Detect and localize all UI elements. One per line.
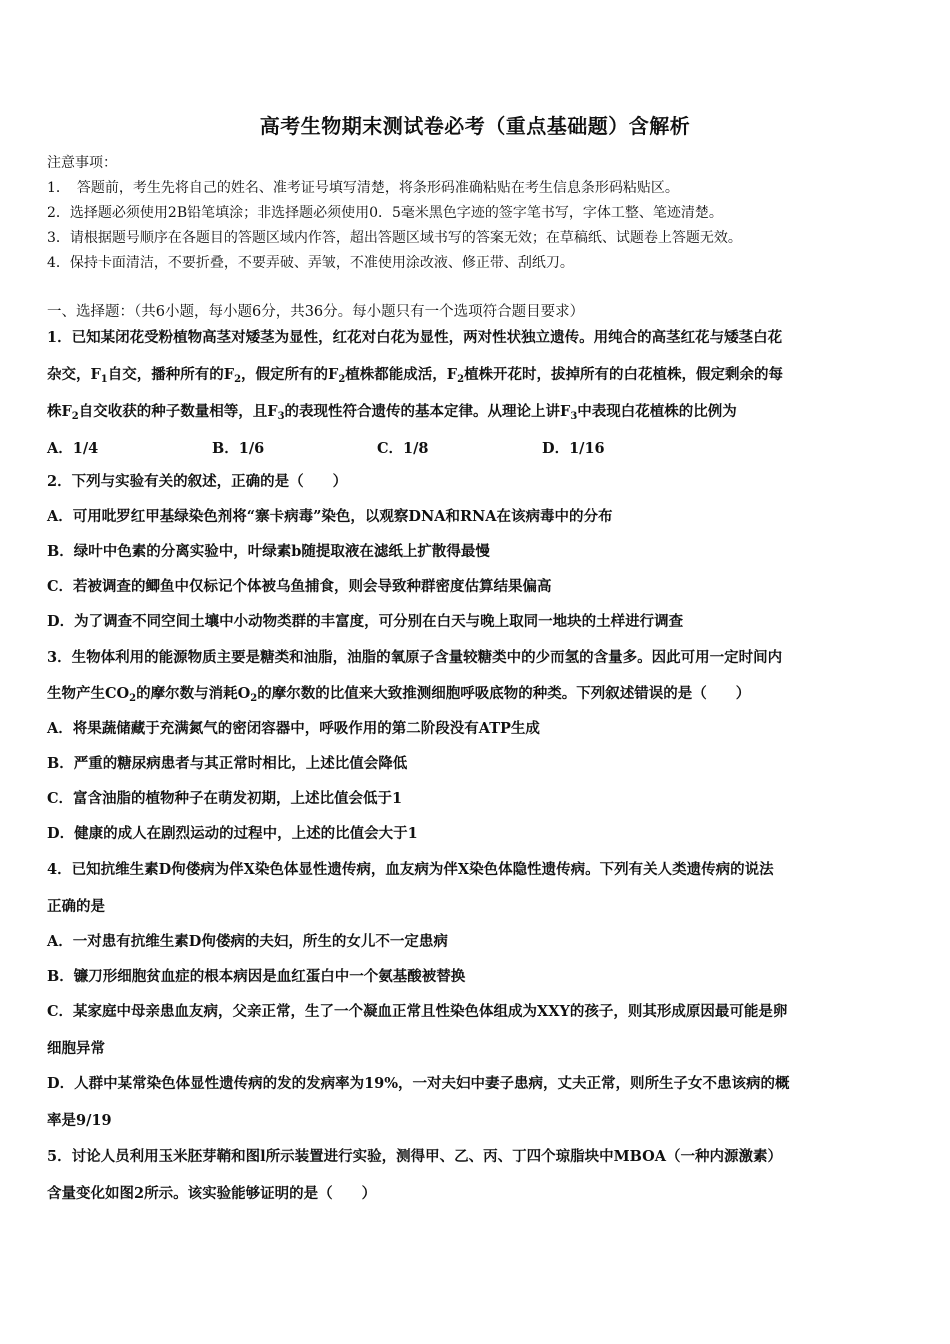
q1-line-2: 杂交，$F_1$自交，播种所有的$F_2$，假定所有的$F_2$植株都能成活，$F_2$植株开花时，拔掉所有的白花植株，假定剩余的每 xyxy=(47,366,784,385)
q1-option-d: D．1/16 xyxy=(542,440,605,457)
notice-item-3: 3．请根据题号顺序在各题目的答题区域内作答，超出答题区域书写的答案无效；在草稿纸、试题卷上答题无效。 xyxy=(47,230,742,246)
q4-option-b: B．镰刀形细胞贫血症的根本病因是血红蛋白中一个氨基酸被替换 xyxy=(47,968,466,985)
q3-line-1: 3．生物体利用的能源物质主要是糖类和油脂，油脂的氧原子含量较糖类中的少而氢的含量多。因此可用一定时间内 xyxy=(47,649,783,666)
q4-option-d-line-2: 率是9/19 xyxy=(47,1112,112,1129)
notice-item-2: 2．选择题必须使用2B铅笔填涂；非选择题必须使用0．5毫米黑色字迹的签字笔书写，字体工整、笔迹清楚。 xyxy=(47,205,723,221)
q1-option-b: B．1/6 xyxy=(212,440,265,457)
q5-line-1: 5．讨论人员利用玉米胚芽鞘和图l所示装置进行实验，测得甲、乙、丙、丁四个琼脂块中MBOA（一种内源激素） xyxy=(47,1148,783,1165)
page-title: 高考生物期末测试卷必考（重点基础题）含解析 xyxy=(259,114,691,138)
notice-heading: 注意事项： xyxy=(47,155,117,171)
q5-line-2: 含量变化如图2所示。该实验能够证明的是（ ） xyxy=(47,1185,377,1202)
notice-item-1: 1． 答题前，考生先将自己的姓名、准考证号填写清楚，将条形码准确粘贴在考生信息条形码粘贴区。 xyxy=(47,180,679,196)
q3-option-a: A．将果蔬储藏于充满氮气的密闭容器中，呼吸作用的第二阶段没有ATP生成 xyxy=(47,720,540,737)
q1-option-a: A．1/4 xyxy=(47,440,99,457)
q4-option-a: A．一对患有抗维生素D佝偻病的夫妇，所生的女儿不一定患病 xyxy=(47,933,448,950)
q4-line-2: 正确的是 xyxy=(47,898,105,915)
q3-line-2: 生物产生$CO_2$的摩尔数与消耗$O_2$的摩尔数的比值来大致推测细胞呼吸底物的种类。下列叙述错误的是（ ） xyxy=(47,685,751,704)
q1-option-c: C．1/8 xyxy=(377,440,429,457)
q2-option-a: A．可用吡罗红甲基绿染色剂将“寨卡病毒”染色，以观察DNA和RNA在该病毒中的分布 xyxy=(47,508,613,525)
q2-option-d: D．为了调查不同空间土壤中小动物类群的丰富度，可分别在白天与晚上取同一地块的土样进行调查 xyxy=(47,613,684,630)
q2-option-b: B．绿叶中色素的分离实验中，叶绿素b随提取液在滤纸上扩散得最慢 xyxy=(47,543,490,560)
q3-option-b: B．严重的糖尿病患者与其正常时相比，上述比值会降低 xyxy=(47,755,408,772)
q1-line-1: 1．已知某闭花受粉植物高茎对矮茎为显性，红花对白花为显性，两对性状独立遗传。用纯合的高茎红花与矮茎白花 xyxy=(47,329,783,346)
q1-line-3: 株$F_2$自交收获的种子数量相等，且$F_3$的表现性符合遗传的基本定律。从理论上讲$F_3$中表现白花植株的比例为 xyxy=(47,403,737,422)
q4-option-c-line-2: 细胞异常 xyxy=(47,1040,105,1057)
q2-option-c: C．若被调查的鲫鱼中仅标记个体被乌鱼捕食，则会导致种群密度估算结果偏高 xyxy=(47,578,552,595)
notice-item-4: 4．保持卡面清洁，不要折叠，不要弄破、弄皱，不准使用涂改液、修正带、刮纸刀。 xyxy=(47,255,574,271)
q3-option-c: C．富含油脂的植物种子在萌发初期，上述比值会低于1 xyxy=(47,790,403,807)
q4-option-c-line-1: C．某家庭中母亲患血友病，父亲正常，生了一个凝血正常且性染色体组成为XXY的孩子，则其形成原因最可能是卵 xyxy=(47,1003,788,1020)
q3-option-d: D．健康的成人在剧烈运动的过程中，上述的比值会大于1 xyxy=(47,825,418,842)
q2-stem: 2．下列与实验有关的叙述，正确的是（ ） xyxy=(47,473,348,490)
q4-line-1: 4．已知抗维生素D佝偻病为伴X染色体显性遗传病，血友病为伴X染色体隐性遗传病。下列有关人类遗传病的说法 xyxy=(47,861,774,878)
section-heading: 一、选择题：（共6小题，每小题6分，共36分。每小题只有一个选项符合题目要求） xyxy=(47,304,585,320)
q4-option-d-line-1: D．人群中某常染色体显性遗传病的发的发病率为19%，一对夫妇中妻子患病，丈夫正常，则所生子女不患该病的概 xyxy=(47,1075,790,1092)
